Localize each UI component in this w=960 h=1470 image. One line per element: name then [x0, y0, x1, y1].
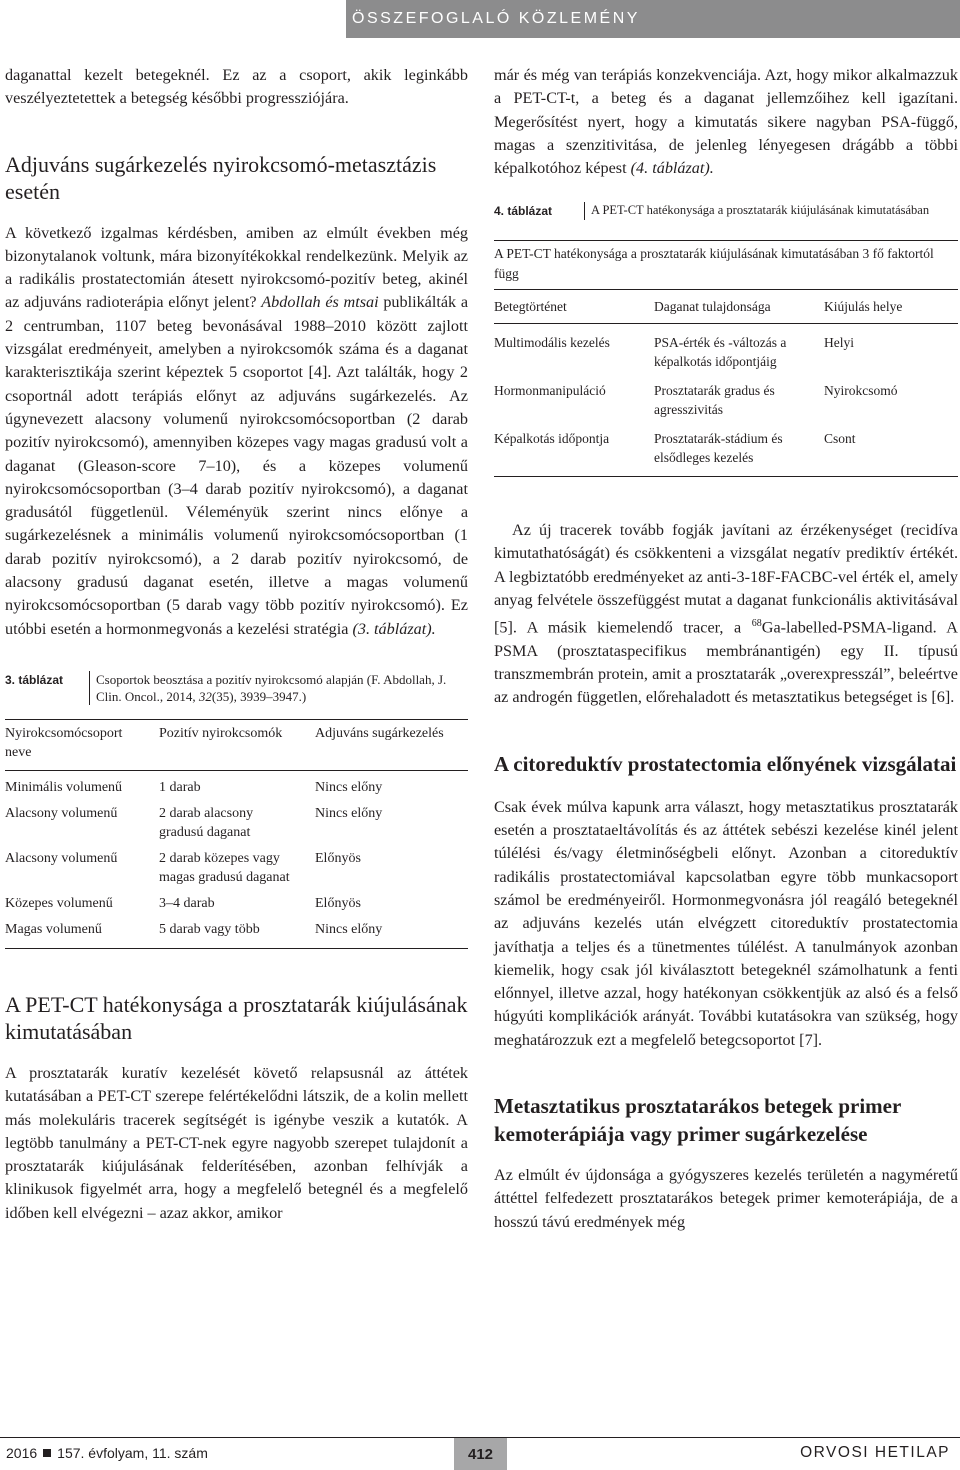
paragraph: A prosztatarák kuratív kezelését követő relapsusnál az áttétek kutatásában a PET-CT szerepe felértékelődni látszik, de a kolin mellett más molekuláris tracerek segítségét is igénybe veszik a kutatók. A legtöbb tanulmány a PET-CT-nek egyre nagyobb szerepet tulajdonít a prosztatarák kiújulásának felderítésében, azonban felhívják a klinikusok figyelmét arra, hogy a megfelelő betegnél és a megfelelő időben kell elvégezni – azaz akkor, amikor [5, 1063, 468, 1222]
table-cell: Multimodális kezelés [494, 334, 610, 350]
paragraph: daganattal kezelt betegeknél. Ez az a csoport, akik leginkább veszélyeztetettek a betegség későbbi progressziójára. [5, 66, 468, 108]
journal-name: ORVOSI HETILAP [800, 1444, 950, 1461]
table-cell: Nincs előny [315, 913, 468, 949]
section-heading: A PET-CT hatékonysága a prosztatarák kiújulásának kimutatásában [5, 991, 468, 1045]
section-label: ÖSSZEFOGLALÓ KÖZLEMÉNY [346, 0, 960, 38]
table-3-caption [5, 671, 468, 705]
table-cell: Alacsony volumenű [5, 850, 118, 866]
author-reference: Abdollah és mtsai [261, 293, 379, 312]
paragraph-text: már és még van terápiás konzekvenciája. Azt, hogy mikor alkalmazzuk a PET-CT-t, a beteg és a daganat jellemzőihez kell igazítani. Megerősítést nyert, hogy a kimutatás sikere nagyban PSA-függő, magas a szenzitivitása, de jelenleg lényegesen drágább a többi képalkotóhoz képest [494, 66, 958, 178]
column-header: Adjuváns sugárkezelés [315, 719, 468, 770]
table-cell: Minimális volumenű [5, 779, 123, 795]
table-cell: Csont [824, 420, 958, 477]
table-cell: Nyirokcsomó [824, 382, 898, 398]
table-cell: Alacsony volumenű [5, 805, 118, 821]
table-header-row [494, 290, 958, 324]
paragraph [494, 64, 958, 180]
paragraph: Csak évek múlva kapunk arra választ, hogy metasztatikus prosztatarák esetén a prosztataeltávolítás és az áttétek sebészi kezelése kinél jelent túlélési és/vagy életminőségbeli előnyt. Azonban a citoreduktív radikális prostatectomiával kapcsolatban egyre több munkacsoport számol be eredményeiről. Hormonmegvonásra jól reagáló betegeknél az adjuváns kezelés után elvégzett citoreduktív prostatectomia javíthatja a teljes és a tünetmentes túlélést. A tanulmányok azonban kiemelik, hogy csak jól kiválasztott betegeknél számolhatunk a fenti előnnyel, illetve azzal, hogy hatékonyan csökkentjük az alsó és a felső húgyúti komplikációk arányát. További kutatásokra van szükség, hogy meghatározzuk ezt a megfelelő betegcsoportot [7]. [494, 797, 958, 1049]
table-4-caption [494, 202, 958, 220]
table-cell: 5 darab vagy több [159, 913, 315, 949]
square-bullet-icon [43, 1449, 51, 1457]
table-cell: Előnyös [315, 850, 361, 866]
column-header: Betegtörténet [494, 290, 654, 324]
table-header-row [5, 719, 468, 770]
table-row [5, 797, 468, 842]
table-4 [494, 240, 958, 477]
table-cell: Magas volumenű [5, 913, 159, 949]
table-3 [5, 719, 468, 949]
column-header: Pozitív nyirokcsomók [159, 719, 315, 770]
table-row [5, 913, 468, 949]
table-cell: Közepes volumenű [5, 895, 113, 911]
table-row [494, 372, 958, 420]
footer-year: 2016 [6, 1445, 38, 1461]
paragraph-text: Ga-labelled-PSMA-ligand. A PSMA (prosztataspecifikus membránantigén) egy II. típusú transzmembrán protein, amit a prosztatarák „overexpresszál”, beleértve az androgén független, előrehaladott és metasztatikus betegséget is [6]. [494, 618, 958, 707]
column-header: Kiújulás helye [824, 290, 958, 324]
page-number: 412 [454, 1438, 507, 1470]
footer-issue: 157. évfolyam, 11. szám [57, 1445, 208, 1461]
table-row [494, 420, 958, 477]
paragraph: Az elmúlt év újdonsága a gyógyszeres kezelés területén a nagyméretű áttéttel felfedezett prosztatarákos betegek primer kemoterápiája, de a hosszú távú eredmények még [494, 1166, 958, 1231]
table-row [5, 887, 468, 913]
table-cell: Képalkotás időpontja [494, 420, 654, 477]
table-cell: PSA-érték és -változás a képalkotás időpontjáig [654, 334, 787, 370]
footer-issue-info [6, 1445, 208, 1461]
paragraph [494, 519, 958, 710]
table-label: 3. táblázat [5, 672, 64, 687]
table-row [5, 842, 468, 887]
column-header: Nyirokcsomócsoport neve [5, 719, 159, 770]
paragraph-text: publikálták a 2 centrumban, 1107 beteg bevonásával 1988–2010 között zajlott vizsgálat eredményeit, amelyben a nyirokcsomók száma és a daganat karakterisztikája szerint képeztek 5 csoportot [4]. Azt találták, hogy 2 csoportnál adott terápiás előnyt az adjuváns sugárkezelés. Az úgynevezett alacsony volumenű nyirokcsomócsoportban (2 darab pozitív nyirokcsomó), amennyiben közepes vagy magas gradusú volt a daganat (Gleason-score 7–10), és a közepes volumenű nyirokcsomócsoportban (3–4 darab pozitív nyirokcsomó), a daganat gradusától függetlenül. Véleményük szerint nincs előnye a sugárkezelésnek a minimális volumenű nyirokcsomócsoportban (1 darab pozitív nyirokcsomó), a 2 darab pozitív nyirokcsomó, de alacsony gradusú daganat esetén, illetve a magas volumenű nyirokcsomócsoportban (5 darab vagy több pozitív nyirokcsomó). Ez utóbbi esetén a hormonmegvonás a kezelési stratégia [5, 293, 469, 638]
table-cell: Előnyös [315, 895, 361, 911]
table-cell: 2 darab alacsony gradusú daganat [159, 805, 254, 840]
table-subcaption: A PET-CT hatékonysága a prosztatarák kiújulásának kimutatásában 3 fő faktortól függ [494, 241, 958, 290]
caption-text: Csoportok beosztása a pozitív nyirokcsomó alapján (F. Abdollah, J. Clin. Oncol., 2014, 32(35), 3939–3947.) [89, 671, 468, 705]
page-header [0, 0, 960, 38]
column-header: Daganat tulajdonsága [654, 290, 824, 324]
table-reference: (4. táblázat). [630, 159, 714, 178]
caption-text: A PET-CT hatékonysága a prosztatarák kiújulásának kimutatásában [584, 202, 929, 220]
right-column [494, 64, 958, 1234]
table-row [494, 323, 958, 372]
section-heading: Adjuváns sugárkezelés nyirokcsomó-metasztázis esetén [5, 151, 437, 205]
table-cell: 1 darab [159, 779, 201, 795]
table-cell: Helyi [824, 334, 854, 350]
table-cell: Prosztatarák-stádium és elsődleges kezelés [654, 420, 824, 477]
paragraph-text: Az új tracerek tovább fogják javítani az érzékenységet (recidíva kimutathatóságát) és csökkenteni a vizsgálat negatív prediktív értékét. A legbiztatóbb eredményeket az anti-3-18F-FACBC-vel érték el, amely anyag felvétele összefüggést mutat a daganat funkcionális aktivitásával [5]. A másik kiemelendő tracer, a [494, 520, 958, 637]
table-subcaption-row [494, 241, 958, 290]
table-cell: 3–4 darab [159, 895, 215, 911]
paragraph [5, 222, 468, 641]
paragraph-text: A következő izgalmas kérdésben, amiben az elmúlt években még bizonytalanok voltunk, mára bizonyítékokkal rendelkezünk. Melyik az a radikális prostatectomián átesett nyirokcsomó-pozitív beteg, akinél az adjuváns radioterápia előnyt jelent? [5, 223, 468, 312]
table-cell: 2 darab közepes vagy magas gradusú daganat [159, 850, 290, 885]
table-label: 4. táblázat [494, 204, 553, 219]
section-heading: A citoreduktív prostatectomia előnyének vizsgálatai [494, 751, 957, 776]
volume-number: 32 [198, 688, 212, 704]
table-cell: Nincs előny [315, 805, 383, 821]
table-row [5, 770, 468, 797]
superscript: 68 [751, 618, 762, 630]
table-cell: Prosztatarák gradus és agresszivitás [654, 382, 775, 418]
table-cell: Nincs előny [315, 779, 383, 795]
left-column [5, 64, 468, 1225]
table-cell: Hormonmanipuláció [494, 382, 606, 398]
section-heading: Metasztatikus prosztatarákos betegek primer kemoterápiája vagy primer sugárkezelése [494, 1094, 901, 1147]
table-reference: (3. táblázat). [352, 619, 436, 638]
